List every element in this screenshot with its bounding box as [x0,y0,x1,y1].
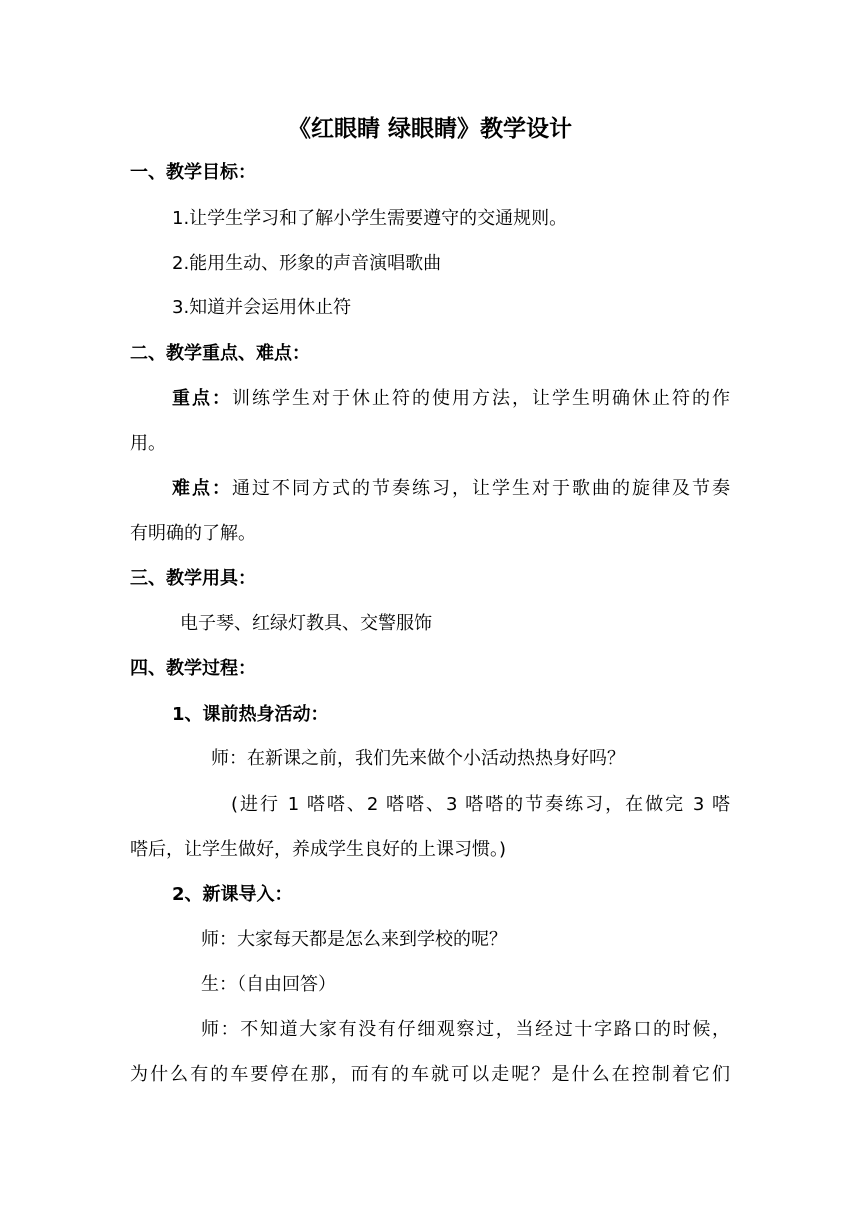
difficult-point-text: 通过不同方式的节奏练习，让学生对于歌曲的旋律及节奏 [232,478,730,499]
key-point-paragraph-line: 用。 [130,433,166,454]
tools-list: 电子琴、红绿灯教具、交警服饰 [180,613,432,634]
objective-item: 3.知道并会运用休止符 [172,297,352,318]
teacher-line: 师：大家每天都是怎么来到学校的呢？ [201,929,507,950]
objective-item: 2.能用生动、形象的声音演唱歌曲 [172,253,442,274]
objective-item: 1.让学生学习和了解小学生需要遵守的交通规则。 [172,208,568,229]
step-heading-intro: 2、新课导入： [172,884,293,905]
difficult-point-label: 难点： [172,478,232,499]
key-point-paragraph-line [172,385,730,413]
teacher-line: 师：不知道大家有没有仔细观察过，当经过十字路口的时候， [201,1019,730,1040]
key-point-text: 训练学生对于休止符的使用方法，让学生明确休止符的作 [232,388,730,409]
student-line: 生：（自由回答） [201,974,336,995]
step-heading-warmup: 1、课前热身活动： [172,704,329,725]
section-heading-process: 四、教学过程： [130,658,256,679]
section-heading-tools: 三、教学用具： [130,568,256,589]
key-point-label: 重点： [172,388,232,409]
difficult-point-paragraph-line [172,475,730,503]
rhythm-note-line: 嗒后，让学生做好，养成学生良好的上课习惯。) [130,839,507,860]
section-heading-objectives: 一、教学目标： [130,162,256,183]
document-title: 《红眼睛 绿眼睛》教学设计 [287,116,572,142]
teacher-line: 师：在新课之前，我们先来做个小活动热热身好吗？ [211,748,625,769]
rhythm-note-line: (进行 1 嗒嗒、2 嗒嗒、3 嗒嗒的节奏练习，在做完 3 嗒 [231,794,730,815]
teacher-line: 为什么有的车要停在那，而有的车就可以走呢？是什么在控制着它们 [130,1064,730,1085]
difficult-point-paragraph-line: 有明确的了解。 [130,523,256,544]
section-heading-key-points: 二、教学重点、难点： [130,343,310,364]
